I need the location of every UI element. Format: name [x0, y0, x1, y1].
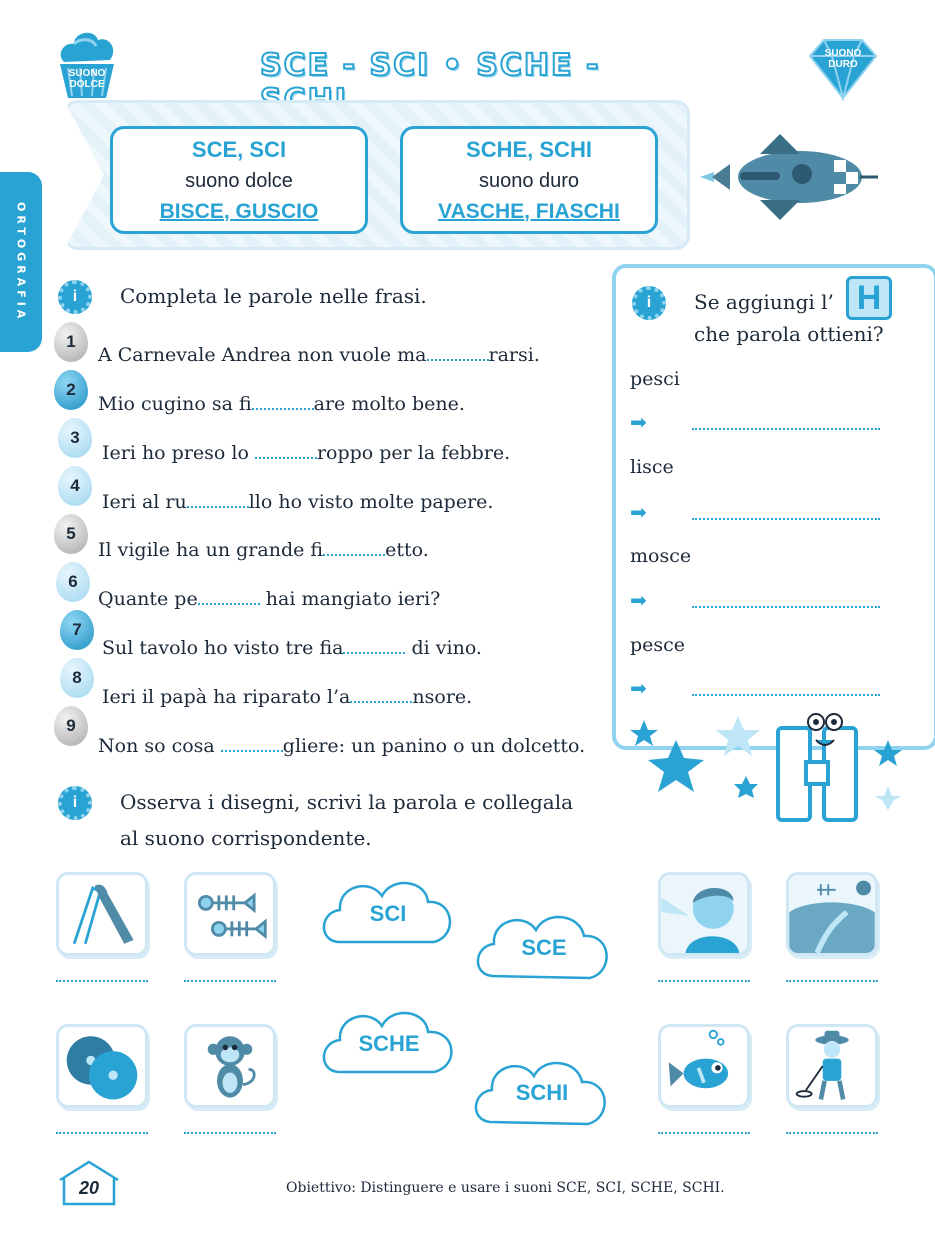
sound-cloud-sci[interactable]: SCI	[318, 872, 458, 956]
hbox-word: lisce	[630, 456, 674, 478]
picture-slide	[56, 872, 148, 956]
answer-line[interactable]	[658, 1132, 750, 1134]
rule-examples: VASCHE, FIASCHI	[438, 199, 620, 223]
rule-card-hard	[400, 126, 658, 234]
answer-line[interactable]	[56, 980, 148, 982]
rule-heading: SCE, SCI	[191, 136, 287, 162]
sentence-row: Non so cosa gliere: un panino o un dolcetto.	[98, 735, 586, 757]
page-title: SCE - SCI • SCHE -	[260, 48, 601, 83]
fill-blank[interactable]	[187, 492, 249, 508]
answer-line[interactable]	[56, 1132, 148, 1134]
answer-line[interactable]	[692, 606, 880, 608]
exercise-icon: i	[58, 786, 92, 820]
side-tab	[0, 172, 42, 352]
rule-examples: BISCE, GUSCIO	[159, 199, 319, 223]
sentence-row: Quante pe hai mangiato ieri?	[98, 588, 441, 610]
arrow-right-icon: ➡	[630, 500, 647, 524]
picture-landscape	[786, 872, 878, 956]
answer-line[interactable]	[184, 980, 276, 982]
page-number-house	[56, 1160, 122, 1206]
number-balloon: 9	[54, 706, 88, 746]
sound-cloud-schi[interactable]: SCHI	[470, 1050, 614, 1136]
rocket-illustration	[700, 132, 880, 222]
rule-sound: suono dolce	[185, 169, 293, 192]
landscape-icon	[789, 875, 875, 953]
fill-blank[interactable]	[343, 638, 405, 654]
records-icon	[59, 1027, 145, 1105]
fill-blank[interactable]	[221, 736, 283, 752]
answer-line[interactable]	[692, 428, 880, 430]
hbox-instruction-line2: che parola ottieni?	[694, 322, 884, 346]
footer-objective: Obiettivo: Distinguere e usare i suoni SCE, SCI, SCHE, SCHI.	[286, 1180, 725, 1196]
arrow-right-icon: ➡	[630, 410, 647, 434]
exercise1-instruction: Completa le parole nelle frasi.	[120, 284, 427, 308]
letter-h-tile: H	[846, 276, 892, 320]
sentence-row: A Carnevale Andrea non vuole ma rarsi.	[98, 344, 540, 366]
monkey-icon	[187, 1027, 273, 1105]
exercise-icon: i	[632, 286, 666, 320]
answer-line[interactable]	[786, 980, 878, 982]
hbox-word: pesci	[630, 368, 680, 390]
slide-icon	[59, 875, 145, 953]
fill-blank[interactable]	[198, 589, 260, 605]
picture-explorer	[786, 1024, 878, 1108]
page-number: 20	[78, 1178, 100, 1198]
answer-line[interactable]	[692, 694, 880, 696]
h-mascot-illustration	[626, 700, 916, 830]
rule-sound: suono duro	[478, 169, 580, 192]
suono-duro-badge	[806, 36, 880, 102]
number-balloon: 1	[54, 322, 88, 362]
sound-cloud-sche[interactable]: SCHE	[318, 1002, 460, 1086]
number-balloon: 7	[60, 610, 94, 650]
picture-boy-scarf	[658, 872, 750, 956]
fill-blank[interactable]	[255, 443, 317, 459]
fish-bones-icon	[187, 875, 273, 953]
exercise2-instruction-line1: Osserva i disegni, scrivi la parola e collegala	[120, 790, 574, 814]
number-balloon: 6	[56, 562, 90, 602]
side-tab-label: ORTOGRAFIA	[14, 201, 28, 323]
fill-blank[interactable]	[427, 345, 489, 361]
picture-monkey	[184, 1024, 276, 1108]
suono-duro-label: SUONO DURO	[824, 48, 862, 70]
exercise-icon: i	[58, 280, 92, 314]
answer-line[interactable]	[658, 980, 750, 982]
hbox-word: pesce	[630, 634, 686, 656]
fill-blank[interactable]	[252, 394, 314, 410]
picture-fish-bones	[184, 872, 276, 956]
sentence-row: Ieri ho preso lo roppo per la febbre.	[102, 442, 511, 464]
number-balloon: 8	[60, 658, 94, 698]
answer-line[interactable]	[692, 518, 880, 520]
boy-icon	[661, 875, 747, 953]
fill-blank[interactable]	[350, 687, 412, 703]
rocket-icon	[700, 132, 880, 222]
fill-blank[interactable]	[323, 540, 385, 556]
sentence-row: Ieri il papà ha riparato l’a nsore.	[102, 686, 473, 708]
picture-records	[56, 1024, 148, 1108]
sentence-row: Sul tavolo ho visto tre fia di vino.	[102, 637, 482, 659]
number-balloon: 4	[58, 466, 92, 506]
number-balloon: 2	[54, 370, 88, 410]
sound-cloud-sce[interactable]: SCE	[472, 906, 616, 990]
sentence-row: Ieri al ru llo ho visto molte papere.	[102, 491, 494, 513]
answer-line[interactable]	[786, 1132, 878, 1134]
rule-card-soft	[110, 126, 368, 234]
exercise2-instruction-line2: al suono corrispondente.	[120, 826, 372, 850]
hbox-instruction-line1: Se aggiungi l’	[694, 290, 834, 314]
number-balloon: 3	[58, 418, 92, 458]
explorer-icon	[789, 1027, 875, 1105]
answer-line[interactable]	[184, 1132, 276, 1134]
sentence-row: Mio cugino sa fi are molto bene.	[98, 393, 465, 415]
suono-dolce-badge	[54, 24, 120, 100]
fish-icon	[661, 1027, 747, 1105]
hbox-word: mosce	[630, 545, 692, 567]
arrow-right-icon: ➡	[630, 588, 647, 612]
suono-dolce-label: SUONO DOLCE	[68, 68, 106, 90]
sentence-row: Il vigile ha un grande fi etto.	[98, 539, 429, 561]
rule-heading: SCHE, SCHI	[466, 136, 592, 162]
star-icon	[626, 700, 916, 830]
number-balloon: 5	[54, 514, 88, 554]
picture-fish	[658, 1024, 750, 1108]
arrow-right-icon: ➡	[630, 676, 647, 700]
